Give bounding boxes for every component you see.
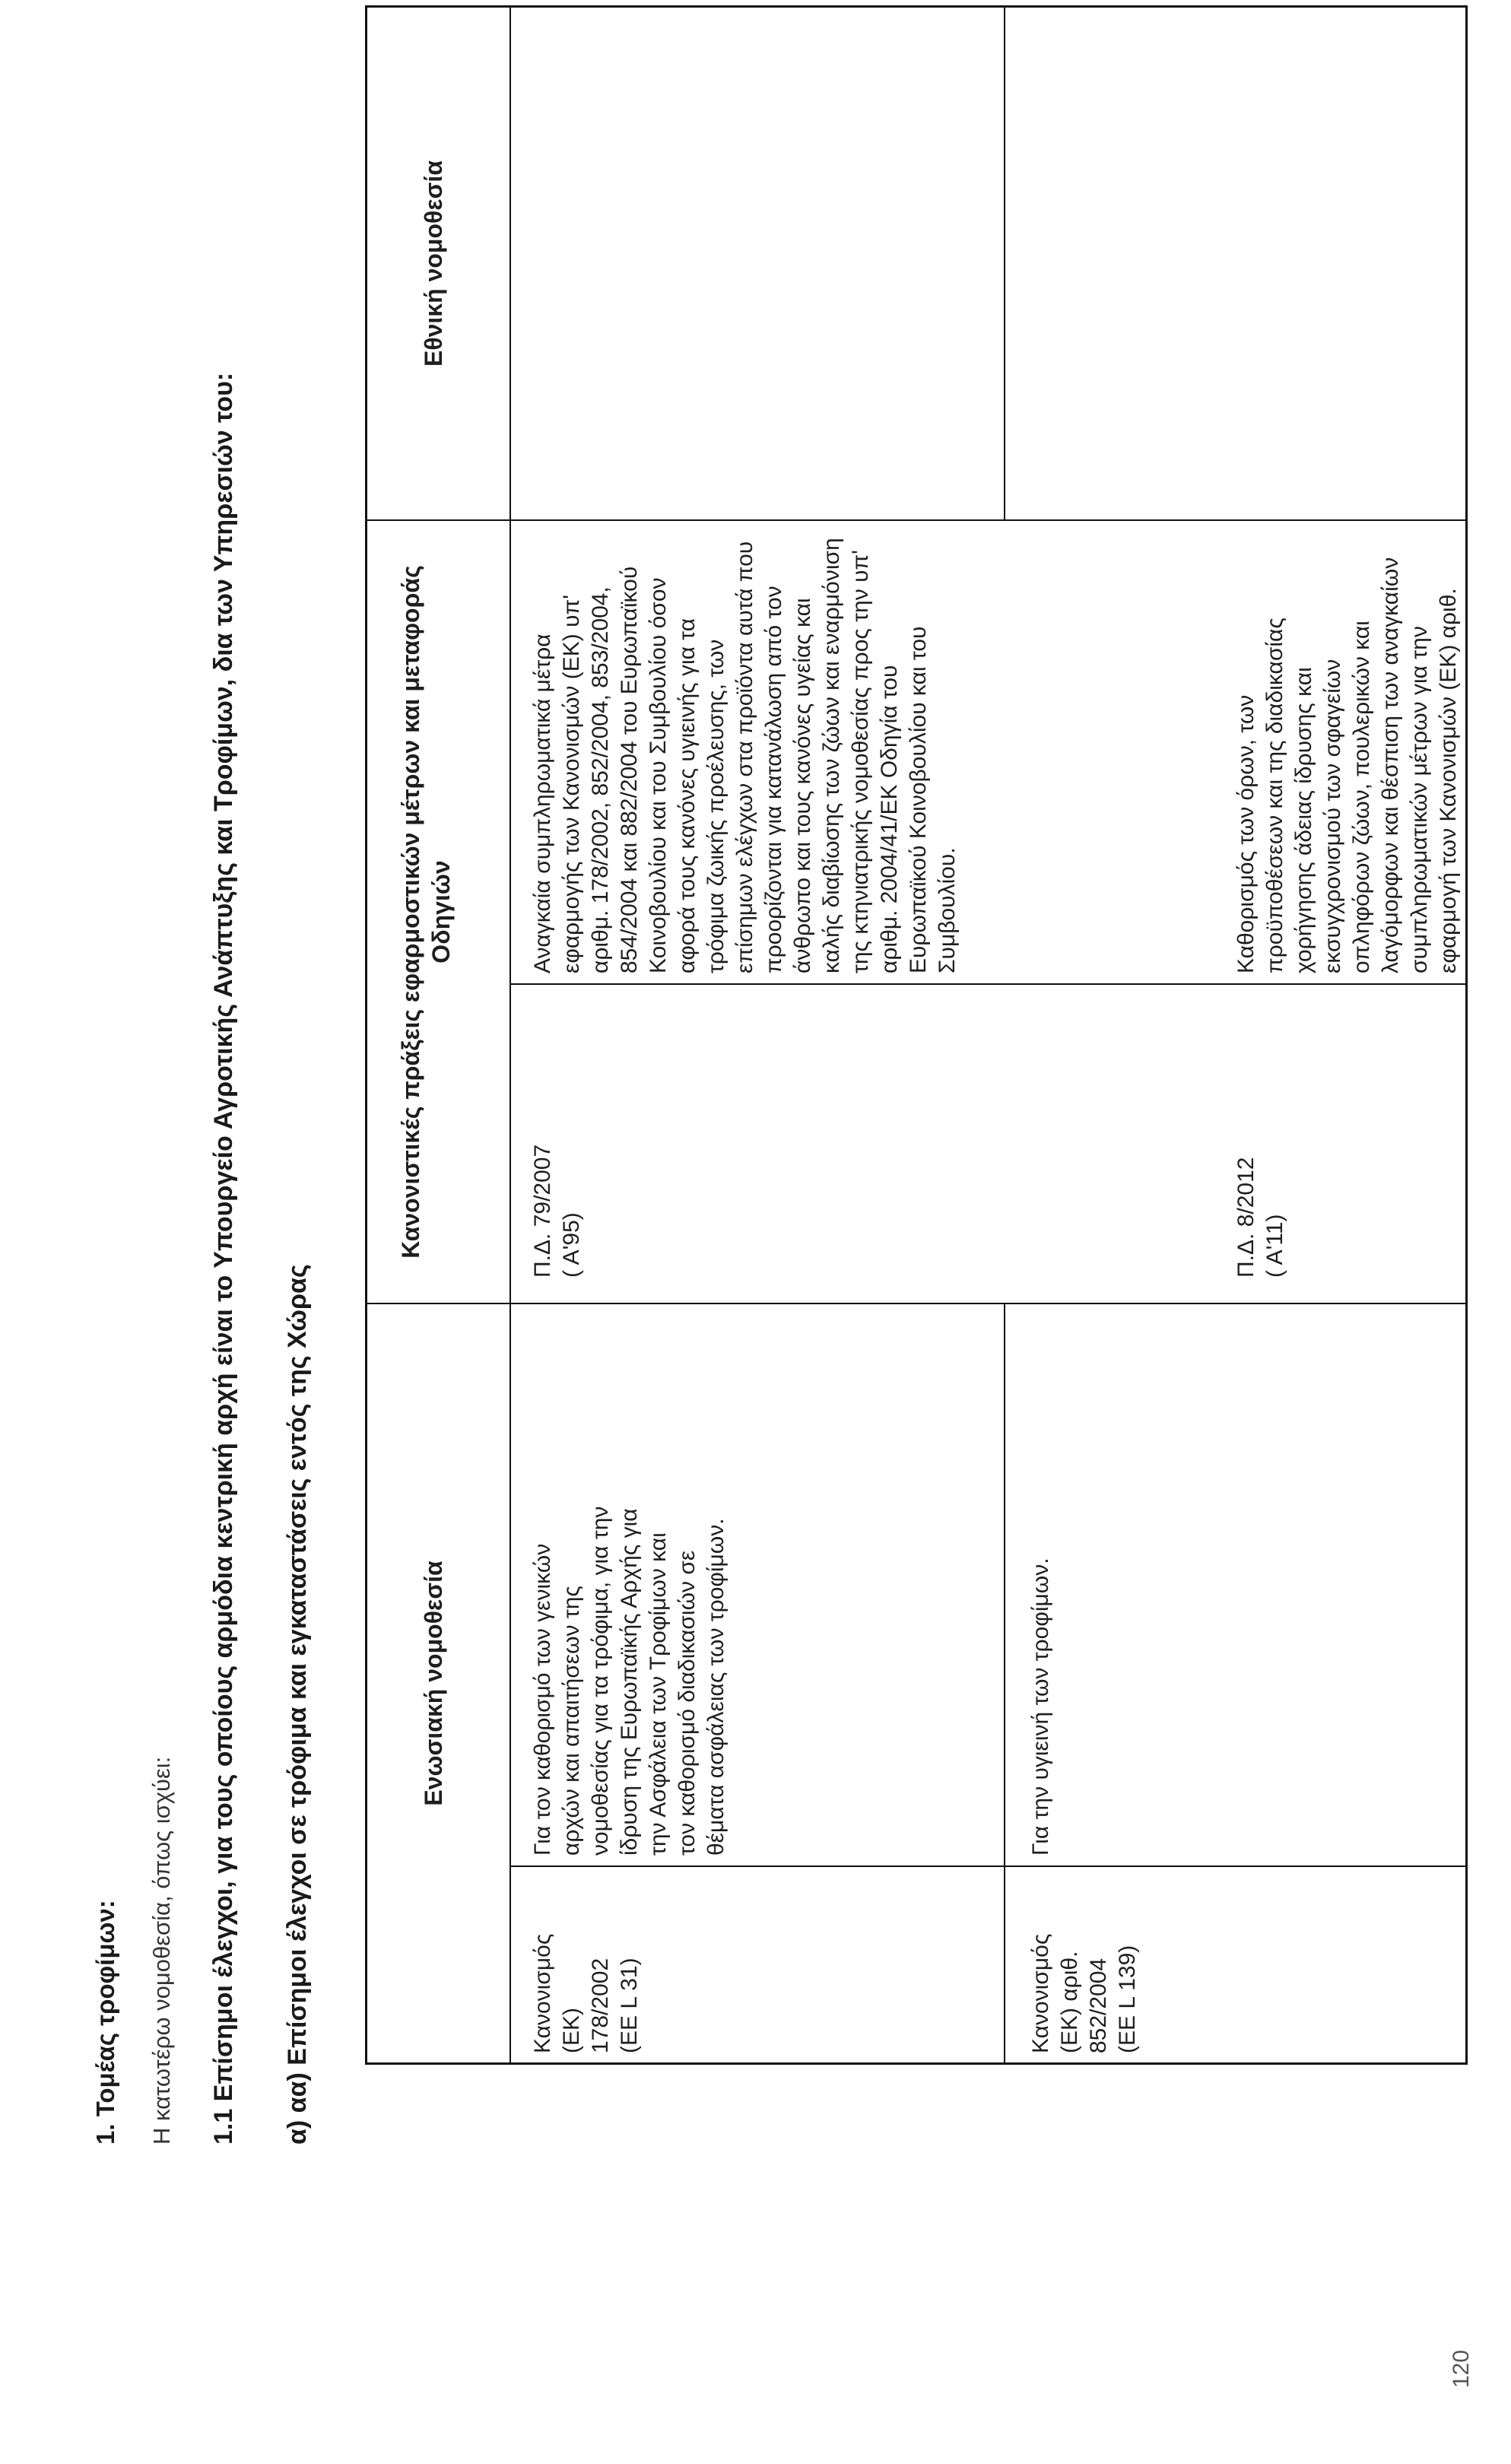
header-eu-legislation: Ενωσιακή νομοθεσία [420, 1561, 447, 1806]
row-divider-eu [1004, 1304, 1005, 2065]
table-border-left [365, 2062, 1468, 2065]
row2-implementing-description: Καθορισμός των όρων, των προϋποθέσεων και της διαδικασίας χορήγησης άδειας ίδρυσης και εκσυγχρονισμού των σφαγείων οπληφόρων ζώων, πουλερικών και λαγόμορφων και θέσπιση των αναγκαίων συμπληρωματικών μέτρων για την εφαρμογή των Κανονισμών (ΕΚ) αριθ. [1233, 557, 1461, 973]
row2-eu-reference: Κανονισμός (ΕΚ) αριθ. 852/2004 (ΕΕ L 139) [1028, 1933, 1140, 2053]
subsection-title: α) αα) Επίσημοι έλεγχοι σε τρόφιμα και εγκαταστάσεις εντός της Χώρας [283, 1264, 312, 2145]
col-divider-impl-ref [509, 983, 1468, 985]
header-rule [509, 5, 511, 2065]
header-national-legislation: Εθνική νομοθεσία [420, 160, 447, 367]
row-divider-national [1004, 5, 1005, 521]
table-border-top [365, 5, 367, 2065]
row1-eu-description: Για τον καθορισμό των γενικών αρχών και απαιτήσεων της νομοθεσίας για τα τρόφιμα, για την ίδρυση της Ευρωπαϊκής Αρχής για την Ασφάλεια των Τροφίμων και τον καθορισμό διαδικασιών σε θέματα ασφάλειας των τροφίμων. [530, 1506, 729, 1856]
intro-text: Η κατωτέρω νομοθεσία, όπως ισχύει: [148, 1756, 175, 2145]
col-divider-eu-ref [509, 1865, 1468, 1867]
row1-implementing-reference: Π.Δ. 79/2007 ( Α'95) [530, 1144, 584, 1278]
row2-implementing-reference: Π.Δ. 8/2012 ( Α'11) [1233, 1157, 1287, 1278]
page-number: 120 [1449, 2349, 1474, 2388]
col-divider-eu [365, 1303, 1468, 1304]
col-divider-impl [365, 519, 1468, 521]
row2-eu-description: Για την υγιεινή των τροφίμων. [1028, 1557, 1053, 1856]
table-border-right [365, 5, 1468, 8]
legislation-table [365, 5, 1468, 2065]
page-heading: 1. Τομέας τροφίμων: [91, 1900, 119, 2145]
row1-eu-reference: Κανονισμός (ΕΚ) 178/2002 (ΕΕ L 31) [530, 1933, 642, 2053]
table-border-bottom [1465, 5, 1468, 2065]
row1-implementing-description: Αναγκαία συμπληρωματικά μέτρα εφαρμογής των Κανονισμών (ΕΚ) υπ' αριθμ. 178/2002, 852/2004, 853/2004, 854/2004 και 882/2004 του Ευρωπαϊκού Κοινοβουλίου και του Συμβουλίου όσον αφορά τους κανόνες υγιεινής για τα τρόφιμα ζωικής προέλευσης, των επίσημων ελέγχων στα προϊόντα αυτά που προορίζονται για κατανάλωση από τον άνθρωπο και τους κανόνες υγείας και καλής διαβίωσης των ζώων και εναρμόνιση της κτηνιατρικής νομοθεσίας προς την υπ' αριθμ. 2004/41/ΕΚ Οδηγία του Ευρωπαϊκού Κοινοβουλίου και του Συμβουλίου. [530, 538, 960, 973]
header-implementing-acts: Κανονιστικές πράξεις εφαρμοστικών μέτρων και μεταφοράς Οδηγιών [397, 565, 455, 1259]
section-title: 1.1 Επίσημοι έλεγχοι, για τους οποίους αρμόδια κεντρική αρχή είναι το Υπουργείο Αγροτικής Ανάπτυξης και Τροφίμων, δια των Υπηρεσιών του: [209, 372, 238, 2145]
